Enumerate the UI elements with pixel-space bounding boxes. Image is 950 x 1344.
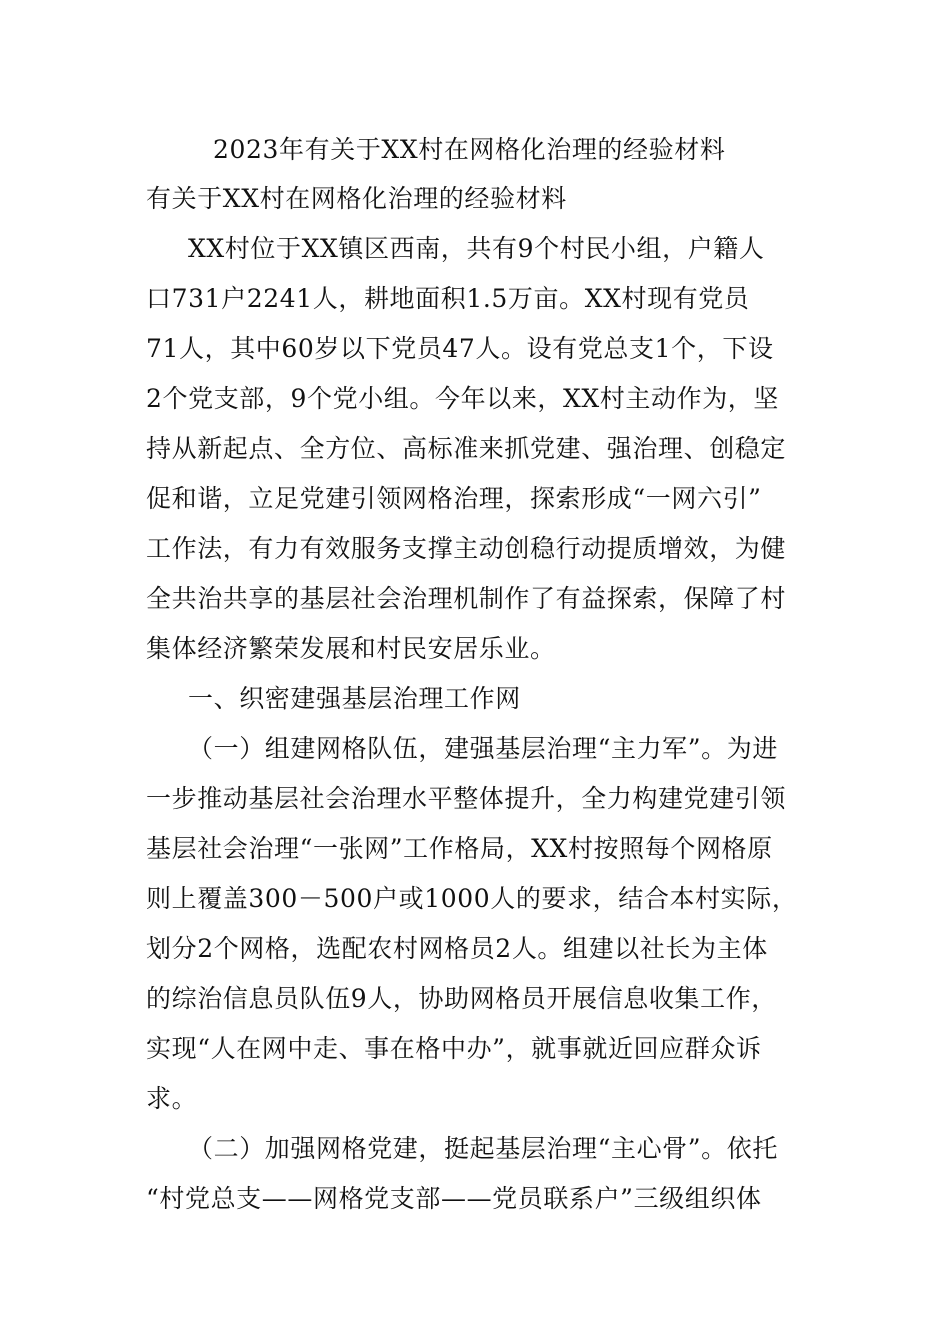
paragraph-line: 划分2个网格，选配农村网格员2人。组建以社长为主体 — [146, 934, 768, 963]
paragraph-line: 求。 — [146, 1084, 198, 1113]
paragraph-line: 2个党支部，9个党小组。今年以来，XX村主动作为，坚 — [146, 384, 780, 413]
document-title: 2023年有关于XX村在网格化治理的经验材料 — [213, 135, 726, 164]
paragraph-line: 持从新起点、全方位、高标准来抓党建、强治理、创稳定 — [146, 434, 787, 463]
paragraph-line: 促和谐，立足党建引领网格治理，探索形成“一网六引” — [146, 484, 762, 513]
paragraph-line: 71人，其中60岁以下党员47人。设有党总支1个，下设 — [146, 334, 774, 363]
section-heading: 一、织密建强基层治理工作网 — [188, 684, 521, 713]
paragraph-line: 的综治信息员队伍9人，协助网格员开展信息收集工作， — [146, 984, 777, 1013]
paragraph-line: “村党总支——网格党支部——党员联系户”三级组织体 — [146, 1184, 762, 1213]
paragraph-line: （一）组建网格队伍，建强基层治理“主力军”。为进 — [188, 734, 778, 763]
paragraph-line: 则上覆盖300－500户或1000人的要求，结合本村实际， — [146, 884, 798, 913]
paragraph-line: 实现“人在网中走、事在格中办”，就事就近回应群众诉 — [146, 1034, 762, 1063]
paragraph-line: 基层社会治理“一张网”工作格局，XX村按照每个网格原 — [146, 834, 773, 863]
document-subtitle: 有关于XX村在网格化治理的经验材料 — [146, 184, 567, 213]
paragraph-line: 集体经济繁荣发展和村民安居乐业。 — [146, 634, 556, 663]
paragraph-line: （二）加强网格党建，挺起基层治理“主心骨”。依托 — [188, 1134, 778, 1163]
paragraph-line: 工作法，有力有效服务支撑主动创稳行动提质增效，为健 — [146, 534, 787, 563]
paragraph-line: XX村位于XX镇区西南，共有9个村民小组，户籍人 — [188, 234, 765, 263]
paragraph-line: 口731户2241人，耕地面积1.5万亩。XX村现有党员 — [146, 284, 750, 313]
paragraph-line: 一步推动基层社会治理水平整体提升，全力构建党建引领 — [146, 784, 787, 813]
paragraph-line: 全共治共享的基层社会治理机制作了有益探索，保障了村 — [146, 584, 787, 613]
